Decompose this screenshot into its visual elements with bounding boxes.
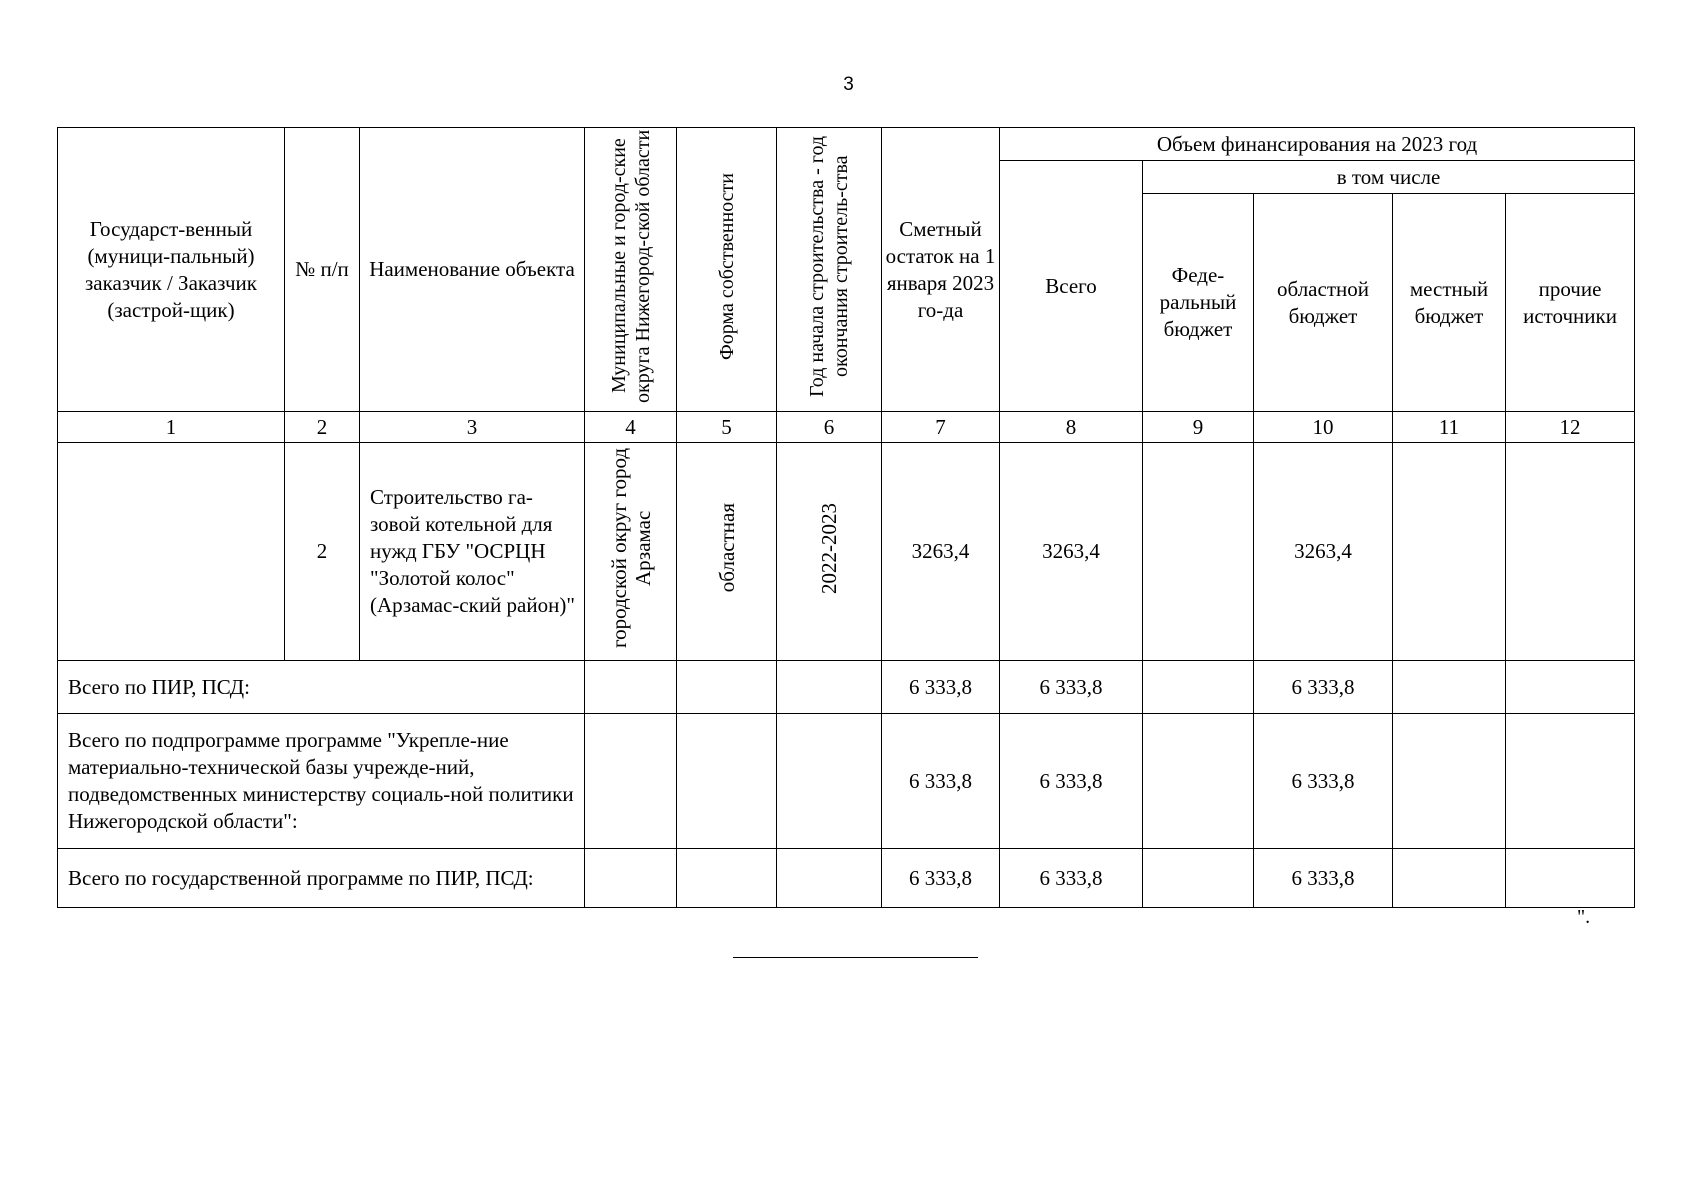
column-number: 9 — [1143, 412, 1254, 443]
summary-label: Всего по подпрограмме программе "Укрепле-ние материально-технической базы учрежде-ний, подведомственных министерству социаль-ной политики Нижегородской области": — [58, 714, 585, 849]
other-cell — [1506, 443, 1635, 661]
estimate-cell: 6 333,8 — [882, 714, 1000, 849]
regional-cell: 6 333,8 — [1254, 849, 1393, 908]
total-cell: 6 333,8 — [1000, 714, 1143, 849]
header-federal: Феде-ральный бюджет — [1143, 194, 1254, 412]
header-customer: Государст-венный (муници-пальный) заказчик / Заказчик (застрой-щик) — [58, 128, 285, 412]
total-cell: 6 333,8 — [1000, 661, 1143, 714]
object-name-cell: Строительство га-зовой котельной для нужд ГБУ "ОСРЦН "Золотой колос" (Арзамас-ский район)" — [360, 443, 585, 661]
page-number: 3 — [843, 74, 854, 95]
total-cell: 6 333,8 — [1000, 849, 1143, 908]
header-num: № п/п — [285, 128, 360, 412]
footer-rule — [733, 957, 978, 958]
column-numbers-row — [58, 412, 1635, 443]
empty-cell — [585, 714, 677, 849]
municipal-cell: городской округ город Арзамас — [585, 443, 677, 661]
column-number: 11 — [1393, 412, 1506, 443]
empty-cell — [585, 661, 677, 714]
summary-label: Всего по ПИР, ПСД: — [58, 661, 585, 714]
summary-row — [58, 661, 1635, 714]
empty-cell — [777, 661, 882, 714]
local-cell — [1393, 714, 1506, 849]
header-including: в том числе — [1143, 161, 1635, 194]
regional-cell: 6 333,8 — [1254, 661, 1393, 714]
estimate-cell: 6 333,8 — [882, 849, 1000, 908]
header-municipal: Муниципальные и город-ские округа Нижегород-ской области — [585, 128, 677, 412]
num-cell: 2 — [285, 443, 360, 661]
total-cell: 3263,4 — [1000, 443, 1143, 661]
ownership-cell: областная — [677, 443, 777, 661]
estimate-cell: 6 333,8 — [882, 661, 1000, 714]
header-other: прочие источники — [1506, 194, 1635, 412]
local-cell — [1393, 849, 1506, 908]
column-number: 10 — [1254, 412, 1393, 443]
customer-cell — [58, 443, 285, 661]
empty-cell — [777, 714, 882, 849]
column-number: 6 — [777, 412, 882, 443]
summary-row — [58, 849, 1635, 908]
closing-quote-mark: ". — [1577, 906, 1591, 928]
summary-label: Всего по государственной программе по ПИР, ПСД: — [58, 849, 585, 908]
header-ownership: Форма собственности — [677, 128, 777, 412]
header-total: Всего — [1000, 161, 1143, 412]
column-number: 12 — [1506, 412, 1635, 443]
empty-cell — [777, 849, 882, 908]
header-estimate: Сметный остаток на 1 января 2023 го-да — [882, 128, 1000, 412]
other-cell — [1506, 661, 1635, 714]
local-cell — [1393, 661, 1506, 714]
header-funding-group: Объем финансирования на 2023 год — [1000, 128, 1635, 161]
federal-cell — [1143, 443, 1254, 661]
local-cell — [1393, 443, 1506, 661]
column-number: 3 — [360, 412, 585, 443]
header-object-name: Наименование объекта — [360, 128, 585, 412]
column-number: 2 — [285, 412, 360, 443]
regional-cell: 3263,4 — [1254, 443, 1393, 661]
federal-cell — [1143, 714, 1254, 849]
other-cell — [1506, 849, 1635, 908]
column-number: 4 — [585, 412, 677, 443]
column-number: 7 — [882, 412, 1000, 443]
empty-cell — [677, 714, 777, 849]
column-number: 8 — [1000, 412, 1143, 443]
other-cell — [1506, 714, 1635, 849]
financing-table — [57, 127, 1635, 908]
estimate-cell: 3263,4 — [882, 443, 1000, 661]
column-number: 1 — [58, 412, 285, 443]
years-cell: 2022-2023 — [777, 443, 882, 661]
empty-cell — [677, 661, 777, 714]
summary-row — [58, 714, 1635, 849]
column-number: 5 — [677, 412, 777, 443]
empty-cell — [585, 849, 677, 908]
empty-cell — [677, 849, 777, 908]
header-regional: областной бюджет — [1254, 194, 1393, 412]
federal-cell — [1143, 661, 1254, 714]
table-row — [58, 443, 1635, 661]
header-years: Год начала строительства - год окончания строитель-ства — [777, 128, 882, 412]
regional-cell: 6 333,8 — [1254, 714, 1393, 849]
federal-cell — [1143, 849, 1254, 908]
header-local: местный бюджет — [1393, 194, 1506, 412]
